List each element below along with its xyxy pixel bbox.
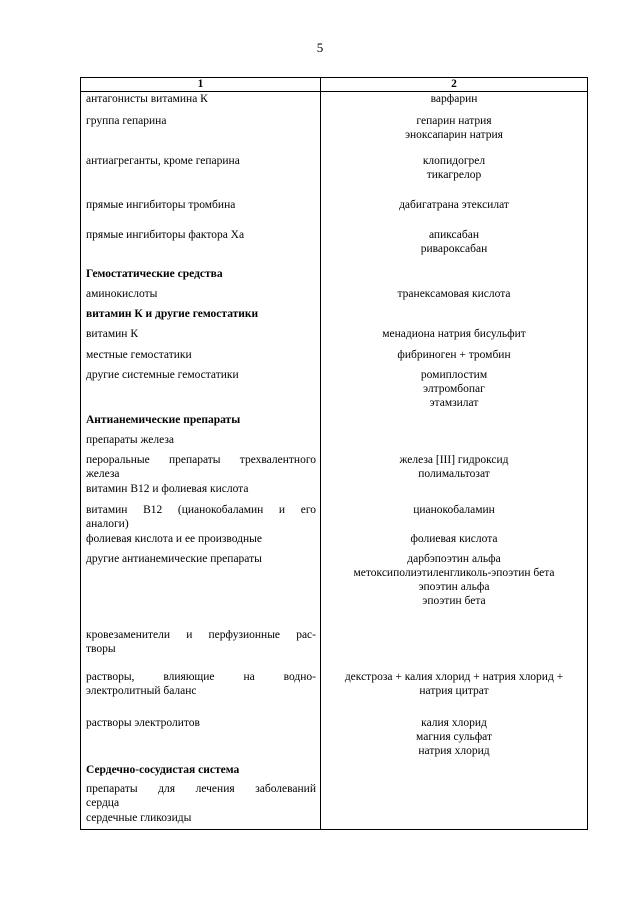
column-1-header: 1 xyxy=(197,78,204,90)
section-heading: Гемостатические средства xyxy=(86,268,223,280)
drug-names: ромиплостим элтромбопаг этамзилат xyxy=(420,369,488,409)
column-2-header: 2 xyxy=(451,78,457,90)
drug-names: фолиевая кислота xyxy=(410,533,498,545)
group-name: местные гемостатики xyxy=(86,349,192,361)
group-name: другие системные гемостатики xyxy=(86,369,239,381)
drug-classification-table xyxy=(80,77,588,830)
group-name: сердечные гликозиды xyxy=(86,812,192,824)
group-name: пероральные препараты трехвалентного железа xyxy=(86,454,316,480)
page-number: 5 xyxy=(316,40,324,55)
drug-names: менадиона натрия бисульфит xyxy=(382,328,526,340)
drug-names: дабигатрана этексилат xyxy=(399,199,509,211)
group-name: аминокислоты xyxy=(86,288,158,300)
group-name: другие антианемические препараты xyxy=(86,553,262,565)
group-name: прямые ингибиторы фактора Ха xyxy=(86,229,245,241)
drug-names: транексамовая кислота xyxy=(397,288,511,300)
drug-names: варфарин xyxy=(430,93,478,105)
drug-names: апиксабан ривароксабан xyxy=(420,229,488,255)
drug-names: калия хлорид магния сульфат натрия хлорид xyxy=(416,717,492,757)
drug-names: цианокобаламин xyxy=(413,504,495,516)
group-name: группа гепарина xyxy=(86,115,167,127)
group-name: антагонисты витамина К xyxy=(86,93,208,105)
drug-names: дарбэпоэтин альфа метоксиполиэтиленгликоль-эпоэтин бета эпоэтин альфа эпоэтин бета xyxy=(353,553,555,607)
section-heading: Антианемические препараты xyxy=(86,414,241,426)
group-name: растворы электролитов xyxy=(86,717,200,729)
group-name: препараты железа xyxy=(86,434,174,446)
group-name: витамин К xyxy=(86,328,138,340)
group-name: прямые ингибиторы тромбина xyxy=(86,199,236,211)
drug-names: гепарин натрия эноксапарин натрия xyxy=(405,115,503,141)
drug-names: декстроза + калия хлорид + натрия хлорид + натрия цитрат xyxy=(344,671,564,697)
group-name: антиагреганты, кроме гепарина xyxy=(86,155,240,167)
section-heading: Сердечно-сосудистая система xyxy=(86,764,240,776)
group-name: препараты для лечения заболеваний сердца xyxy=(86,783,316,809)
group-name: витамин В12 и фолиевая кислота xyxy=(86,483,249,495)
group-name: витамин В12 (цианокобаламин и его аналоги) xyxy=(86,504,316,530)
drug-names: железа [III] гидроксид полимальтозат xyxy=(399,454,509,480)
table-header-row xyxy=(81,78,587,92)
drug-names: клопидогрел тикагрелор xyxy=(422,155,486,181)
group-name: фолиевая кислота и ее производные xyxy=(86,533,262,545)
section-subheading: витамин К и другие гемостатики xyxy=(86,308,259,320)
group-name: растворы, влияющие на водно- электролитный баланс xyxy=(86,671,316,697)
drug-names: фибриноген + тромбин xyxy=(397,349,511,361)
group-name: кровезаменители и перфузионные рас- творы xyxy=(86,629,316,655)
